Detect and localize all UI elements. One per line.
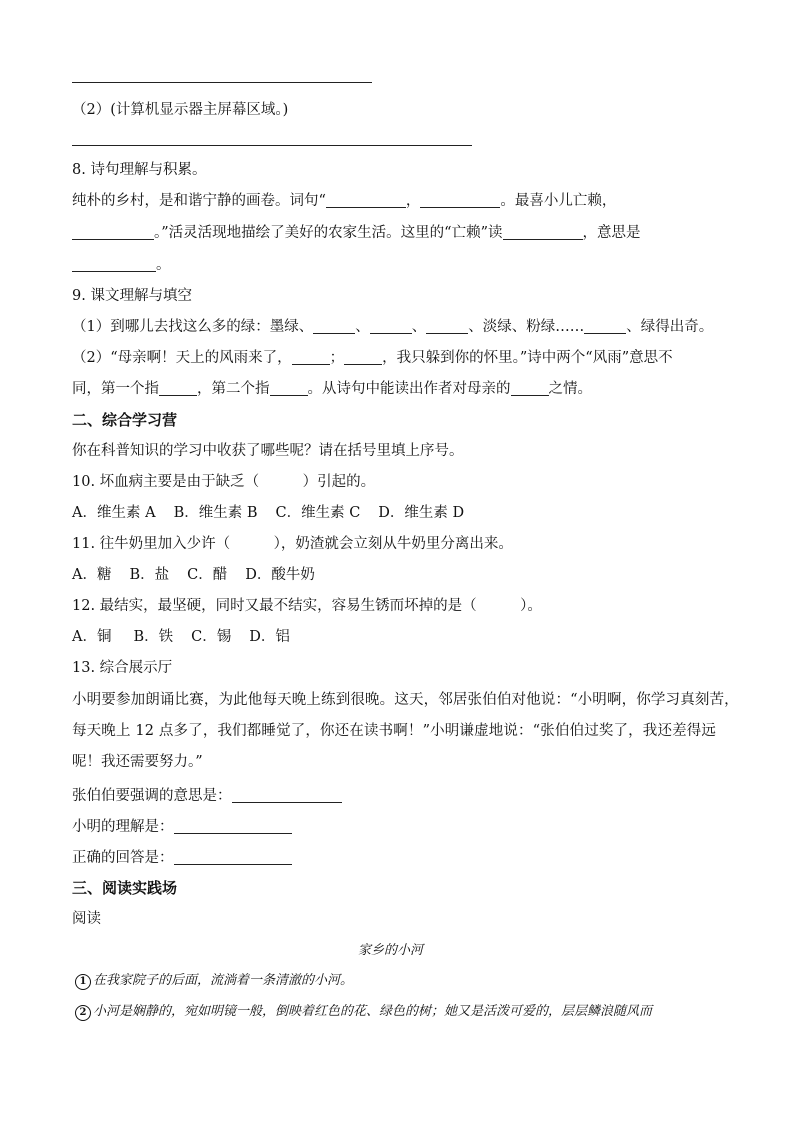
blank[interactable] xyxy=(511,380,549,396)
option-c[interactable]: C．维生素 C xyxy=(275,505,361,521)
section2-heading: 二、综合学习营 xyxy=(72,411,178,429)
q10: 10. 坏血病主要是由于缺乏（ ）引起的。 xyxy=(72,474,376,490)
option-c[interactable]: C．锡 xyxy=(191,629,232,645)
option-a[interactable]: A．铜 xyxy=(72,629,112,645)
option-b[interactable]: B．盐 xyxy=(129,567,170,583)
q13-title: 13. 综合展示厅 xyxy=(72,660,173,676)
blank[interactable] xyxy=(503,224,583,240)
q9-part3 xyxy=(72,379,592,399)
field-label: 小明的理解是： xyxy=(72,819,174,835)
q8-line3 xyxy=(72,255,171,275)
passage-paragraph-1 xyxy=(75,971,353,991)
blank[interactable] xyxy=(426,318,468,334)
q8-text-d: 。”活灵活现地描绘了美好的农家生活。这里的“亡赖”读 xyxy=(154,225,503,241)
q8-line2 xyxy=(72,223,641,243)
q11: 11. 往牛奶里加入少许（ ），奶渣就会立刻从牛奶里分离出来。 xyxy=(72,536,513,552)
q8-text-f: 。 xyxy=(156,257,171,273)
q9-text: （1）到哪儿去找这么多的绿：墨绿、 xyxy=(72,319,314,335)
section3-heading: 三、阅读实践场 xyxy=(72,879,178,897)
q9-text: 、绿得出奇。 xyxy=(626,319,714,335)
section2-intro: 你在科普知识的学习中收获了哪些呢？请在括号里填上序号。 xyxy=(72,443,464,459)
q12-options xyxy=(72,627,308,647)
blank[interactable] xyxy=(584,318,626,334)
q7-part2-label: （2）(计算机显示器主屏幕区域。) xyxy=(72,102,289,118)
blank[interactable] xyxy=(159,380,197,396)
q9-text: 之情。 xyxy=(548,381,592,397)
blank[interactable] xyxy=(344,349,382,365)
q8-text-c: 。最喜小儿亡赖， xyxy=(500,193,617,209)
passage-paragraph-2 xyxy=(75,1002,652,1022)
blank[interactable] xyxy=(370,318,412,334)
answer-blank[interactable] xyxy=(174,818,292,834)
option-a[interactable]: A．维生素 A xyxy=(72,505,156,521)
field-label: 正确的回答是： xyxy=(72,850,174,866)
q13-line3: 呢！我还需要努力。” xyxy=(72,754,203,770)
q8-text-b: ， xyxy=(405,193,421,209)
blank[interactable] xyxy=(326,192,406,208)
blank[interactable] xyxy=(270,380,308,396)
q9-text: ，我只躲到你的怀里。”诗中两个“风雨”意思不 xyxy=(382,350,673,366)
q9-sep: 、 xyxy=(411,319,427,335)
option-d[interactable]: D．铝 xyxy=(249,629,290,645)
q12: 12. 最结实，最坚硬，同时又最不结实，容易生锈而坏掉的是（ ）。 xyxy=(72,598,542,614)
q13-field-1 xyxy=(72,786,342,806)
q8-text-a: 纯朴的乡村，是和谐宁静的画卷。词句“ xyxy=(72,193,326,209)
q8-text-e: ，意思是 xyxy=(582,225,641,241)
q10-options xyxy=(72,503,482,523)
q8-title: 8. 诗句理解与积累。 xyxy=(72,162,207,178)
paragraph-text: 小河是娴静的，宛如明镜一般，倒映着红色的花、绿色的树；她又是活泼可爱的，层层鳞浪随风而 xyxy=(93,1004,653,1019)
q9-text: 同，第一个指 xyxy=(72,381,159,397)
paragraph-text: 在我家院子的后面，流淌着一条清澈的小河。 xyxy=(93,973,354,988)
q9-part2 xyxy=(72,348,673,368)
q9-text: 。从诗句中能读出作者对母亲的 xyxy=(307,381,511,397)
option-a[interactable]: A．糖 xyxy=(72,567,112,583)
answer-blank[interactable] xyxy=(232,787,342,803)
paragraph-number-2: 2 xyxy=(75,1005,91,1021)
q8-line1 xyxy=(72,191,616,211)
blank[interactable] xyxy=(420,192,500,208)
blank[interactable] xyxy=(72,256,156,272)
q9-title: 9. 课文理解与填空 xyxy=(72,288,192,304)
q9-sep: 、 xyxy=(355,319,370,335)
option-d[interactable]: D．酸牛奶 xyxy=(245,567,315,583)
field-label: 张伯伯要强调的意思是： xyxy=(72,788,232,804)
answer-line-top[interactable] xyxy=(72,82,372,83)
q13-field-2 xyxy=(72,817,292,837)
answer-blank[interactable] xyxy=(174,849,292,865)
q9-text: 、淡绿、粉绿…… xyxy=(468,319,585,335)
q9-text: （2）“母亲啊！天上的风雨来了， xyxy=(72,350,292,366)
option-b[interactable]: B．维生素 B xyxy=(173,505,258,521)
q13-line1: 小明要参加朗诵比赛，为此他每天晚上练到很晚。这天，邻居张伯伯对他说：“小明啊，你学习真刻苦， xyxy=(72,692,739,708)
blank[interactable] xyxy=(72,224,154,240)
q13-field-3 xyxy=(72,848,292,868)
option-d[interactable]: D．维生素 D xyxy=(378,505,465,521)
option-c[interactable]: C．醋 xyxy=(187,567,228,583)
paragraph-number-1: 1 xyxy=(75,974,91,990)
read-label: 阅读 xyxy=(72,911,101,927)
q13-line2: 每天晚上 12 点多了，我们都睡觉了，你还在读书啊！”小明谦虚地说：“张伯伯过奖了，我还差得远 xyxy=(72,723,717,739)
q9-text: ； xyxy=(329,350,345,366)
passage-title: 家乡的小河 xyxy=(358,943,424,958)
blank[interactable] xyxy=(292,349,330,365)
q9-part1 xyxy=(72,317,713,337)
blank[interactable] xyxy=(313,318,355,334)
option-b[interactable]: B．铁 xyxy=(133,629,174,645)
q11-options xyxy=(72,565,333,585)
answer-line-q7-part2[interactable] xyxy=(72,145,472,146)
q9-text: ，第二个指 xyxy=(197,381,270,397)
